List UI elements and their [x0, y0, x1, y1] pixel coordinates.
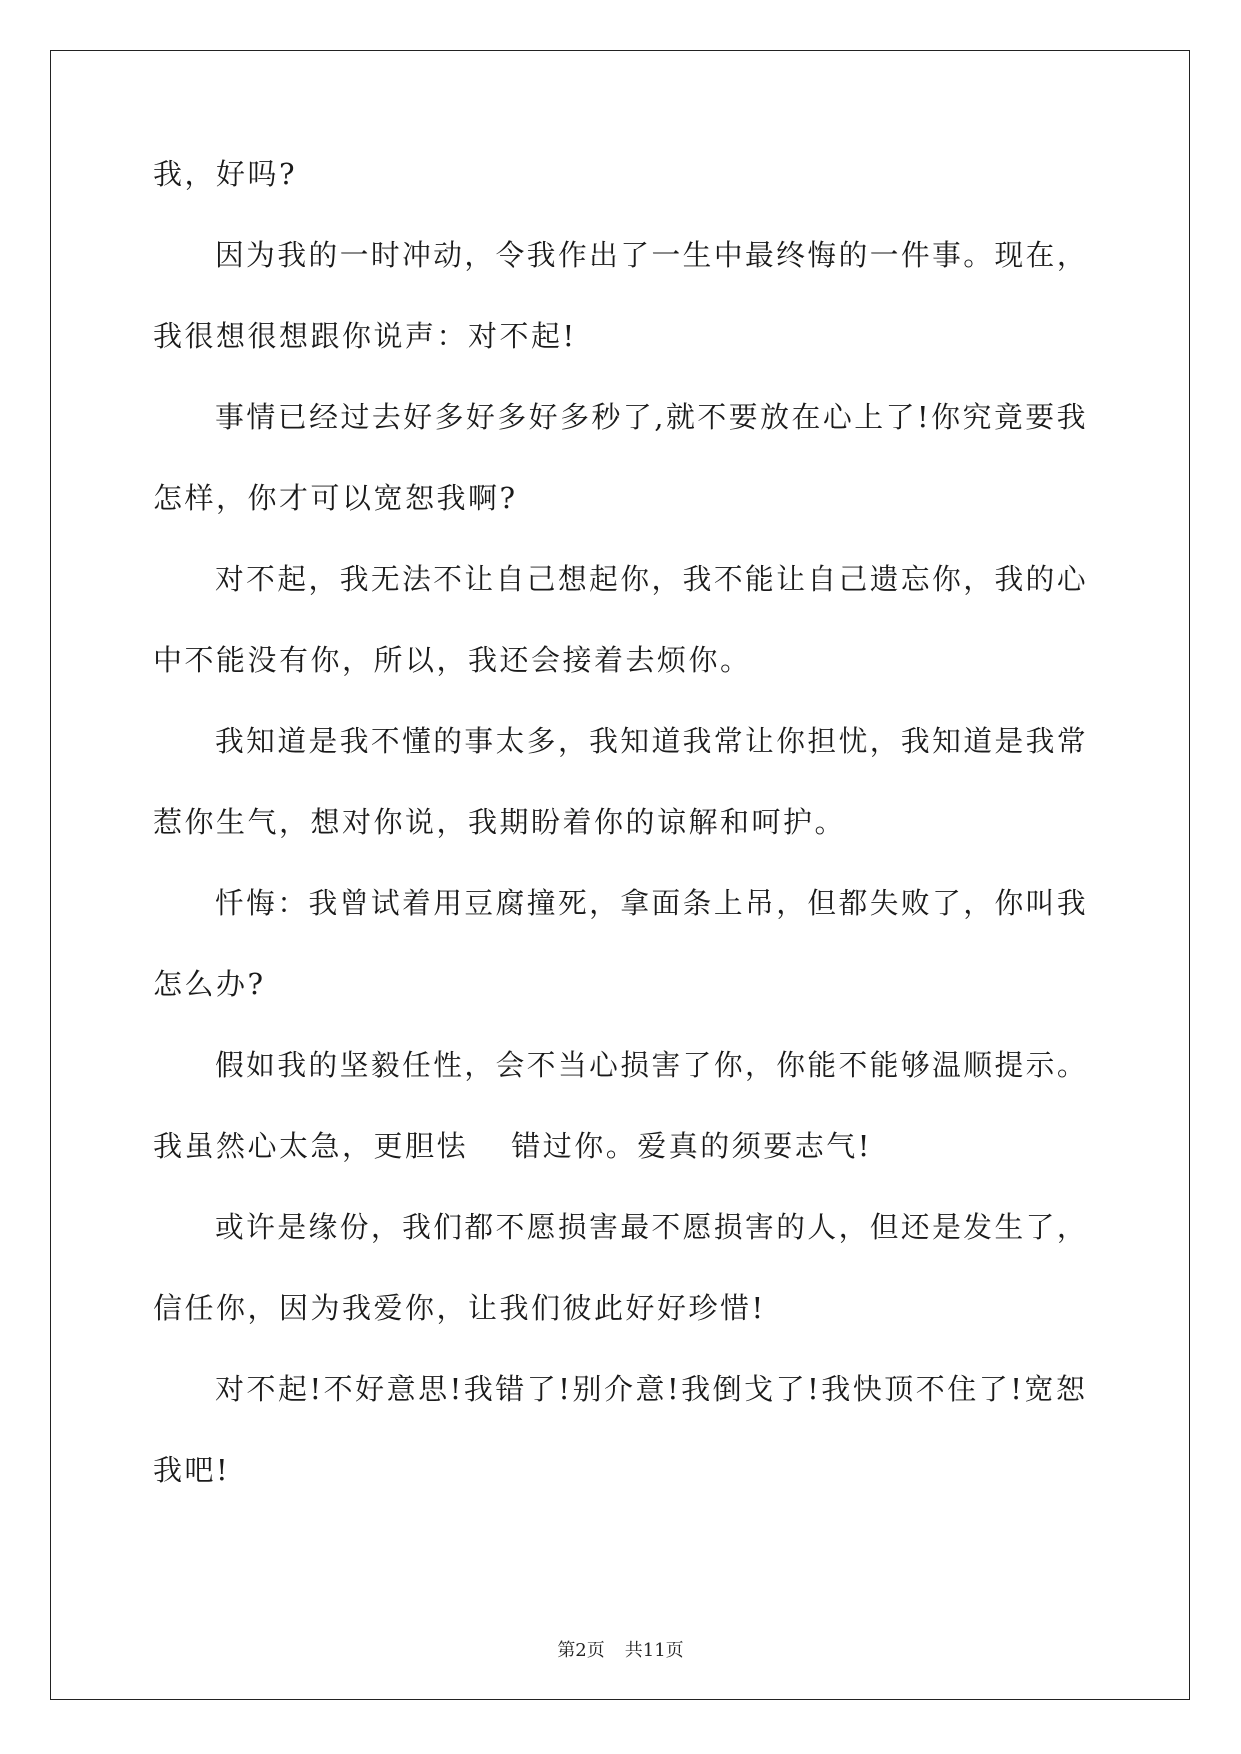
text-line: [153, 1453, 1088, 1537]
line-text: 我，好吗?: [153, 157, 298, 191]
text-line: [153, 1129, 1088, 1213]
page-footer: [0, 1636, 1241, 1662]
line-text: 我知道是我不懂的事太多，我知道我常让你担忧，我知道是我常: [215, 724, 1089, 758]
line-text: 惹你生气，想对你说，我期盼着你的谅解和呵护。: [153, 805, 847, 839]
line-text: 忏悔：我曾试着用豆腐撞死，拿面条上吊，但都失败了，你叫我: [215, 886, 1089, 920]
line-text: 怎么办?: [153, 967, 266, 1001]
page-number: 第2页: [557, 1640, 605, 1661]
text-line: [153, 643, 1088, 727]
line-text: 事情已经过去好多好多好多秒了,就不要放在心上了!你究竟要我: [215, 400, 1088, 434]
paragraph-line: [153, 562, 1089, 646]
text-line: [153, 1291, 1088, 1375]
paragraph-line: [153, 1210, 1089, 1294]
line-text: 我虽然心太急，更胆怯 错过你。爱真的须要志气!: [153, 1129, 872, 1163]
paragraph-line: [153, 886, 1089, 970]
line-text: 因为我的一时冲动，令我作出了一生中最终悔的一件事。现在，: [215, 238, 1089, 272]
text-line: [153, 967, 1088, 1051]
line-text: 假如我的坚毅任性，会不当心损害了你，你能不能够温顺提示。: [215, 1048, 1089, 1082]
line-text: 中不能没有你，所以，我还会接着去烦你。: [153, 643, 752, 677]
line-text: 信任你，因为我爱你，让我们彼此好好珍惜!: [153, 1291, 766, 1325]
line-text: 我很想很想跟你说声：对不起!: [153, 319, 577, 353]
text-line: [153, 805, 1088, 889]
line-text: 对不起!不好意思!我错了!别介意!我倒戈了!我快顶不住了!宽恕: [215, 1372, 1088, 1406]
line-text: 怎样，你才可以宽恕我啊?: [153, 481, 518, 515]
text-line: [153, 481, 1088, 565]
paragraph-line: [153, 238, 1089, 322]
paragraph-line: [153, 1372, 1088, 1456]
line-text: 或许是缘份，我们都不愿损害最不愿损害的人，但还是发生了，: [215, 1210, 1089, 1244]
page-total: 共11页: [624, 1640, 684, 1661]
text-line: [153, 157, 1088, 241]
document-body: [153, 157, 1089, 1537]
paragraph-line: [153, 1048, 1089, 1132]
line-text: 对不起，我无法不让自己想起你，我不能让自己遗忘你，我的心: [215, 562, 1089, 596]
line-text: 我吧!: [153, 1453, 231, 1487]
paragraph-line: [153, 724, 1089, 808]
text-line: [153, 319, 1088, 403]
paragraph-line: [153, 400, 1088, 484]
